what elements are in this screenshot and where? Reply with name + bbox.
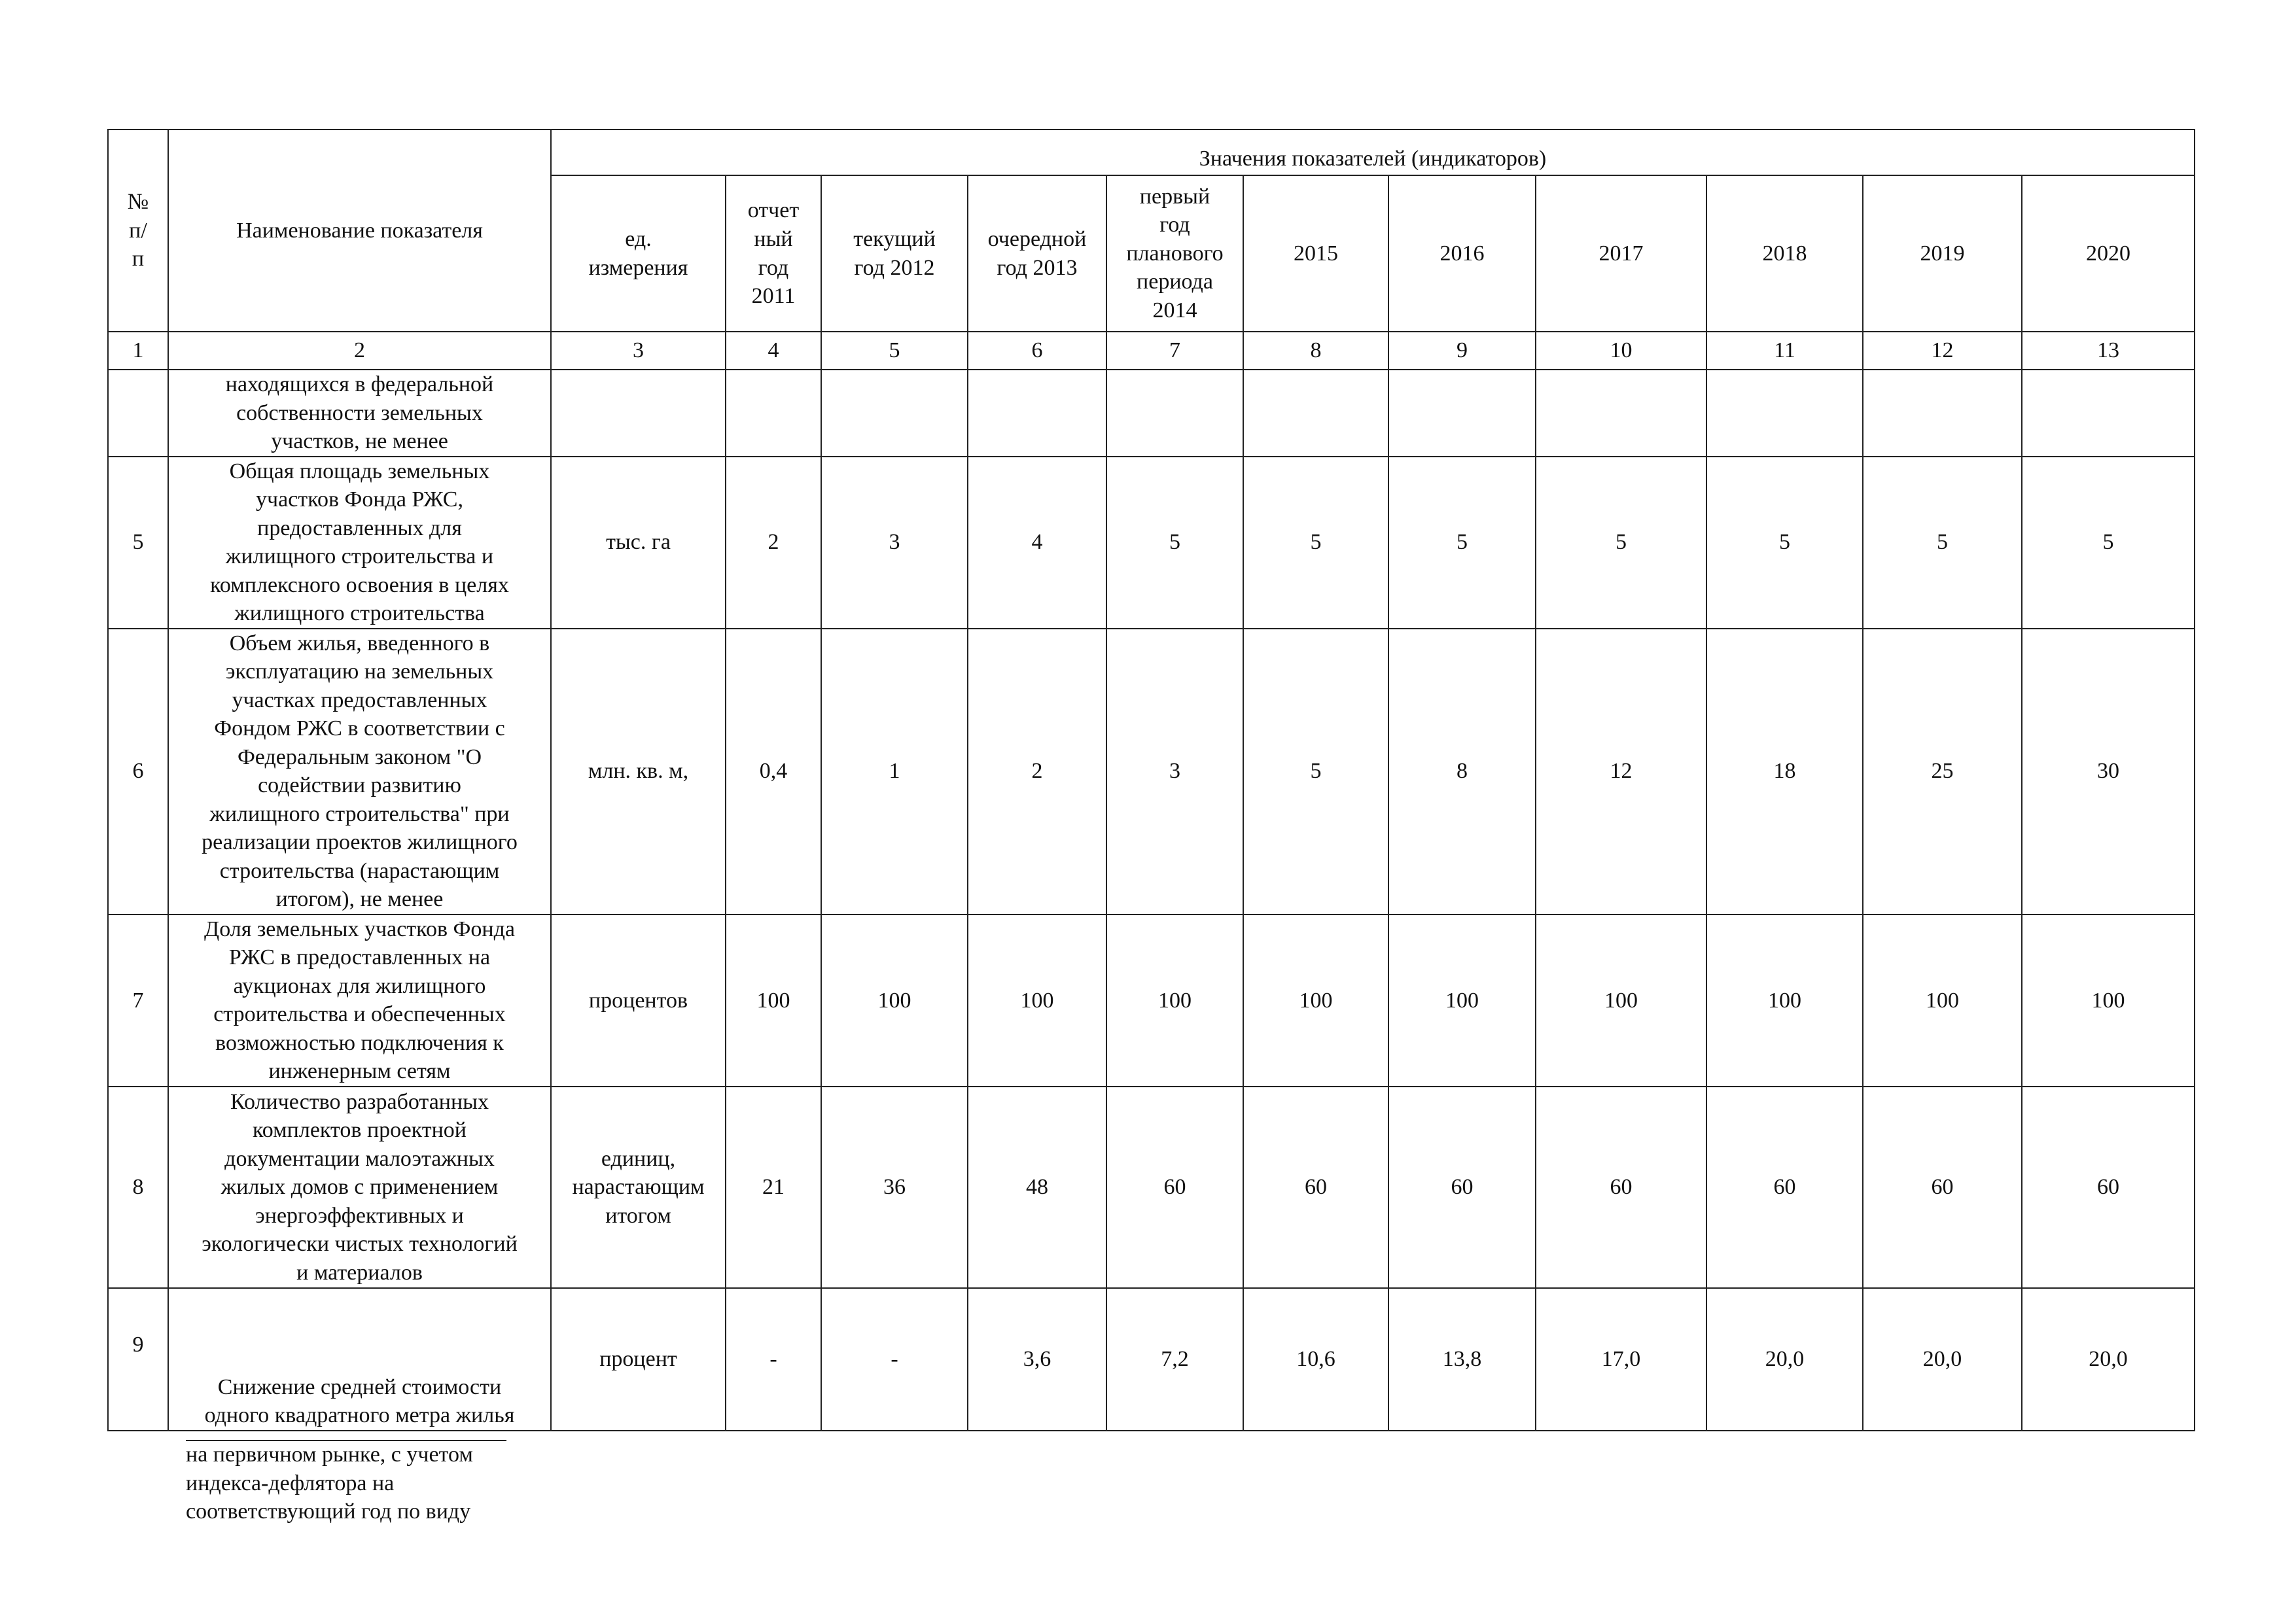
value-cell: 48 [968, 1087, 1106, 1288]
value-cell: 20,0 [1863, 1288, 2022, 1431]
header-col-9: 2019 [1863, 175, 2022, 332]
column-number-cell: 3 [551, 332, 726, 370]
value-cell: 12 [1536, 629, 1706, 915]
value-cell: 17,0 [1536, 1288, 1706, 1431]
value-cell: 60 [1706, 1087, 1863, 1288]
unit-cell: млн. кв. м, [551, 629, 726, 915]
header-col-6: 2016 [1388, 175, 1536, 332]
column-number-cell: 9 [1388, 332, 1536, 370]
value-cell: 30 [2022, 629, 2195, 915]
value-cell: 100 [2022, 915, 2195, 1087]
value-cell: 18 [1706, 629, 1863, 915]
column-number-cell: 7 [1106, 332, 1243, 370]
header-col-5: 2015 [1243, 175, 1388, 332]
value-cell: 100 [1536, 915, 1706, 1087]
column-number-cell: 11 [1706, 332, 1863, 370]
indicator-name: Общая площадь земельных участков Фонда РЖС, предоставленных для жилищного строительства и комплексного освоения в целях жилищного строительства [168, 457, 551, 629]
value-cell: 100 [1106, 915, 1243, 1087]
value-cell [1106, 370, 1243, 457]
value-cell: 60 [1388, 1087, 1536, 1288]
row-number: 9 [108, 1288, 168, 1431]
indicator-name: Снижение средней стоимости одного квадратного метра жилья [168, 1288, 551, 1431]
value-cell: 3 [821, 457, 968, 629]
table-row [108, 1288, 2195, 1431]
value-cell: 21 [726, 1087, 821, 1288]
indicators-table [107, 129, 2195, 1431]
value-cell [968, 370, 1106, 457]
value-cell: - [821, 1288, 968, 1431]
value-cell: 5 [2022, 457, 2195, 629]
value-cell: 60 [1863, 1087, 2022, 1288]
value-cell: 100 [1243, 915, 1388, 1087]
header-col-8: 2018 [1706, 175, 1863, 332]
indicator-name: Объем жилья, введенного в эксплуатацию на земельных участках предоставленных Фондом РЖС в соответствии с Федеральным законом "О содействии развитию жилищного строительства" при реализации проектов жилищного строительства (нарастающим итогом), не менее [168, 629, 551, 915]
value-cell: 5 [1243, 629, 1388, 915]
unit-cell: единиц, нарастающим итогом [551, 1087, 726, 1288]
value-cell: 13,8 [1388, 1288, 1536, 1431]
value-cell: 5 [1863, 457, 2022, 629]
value-cell: - [726, 1288, 821, 1431]
value-cell: 100 [726, 915, 821, 1087]
value-cell: 5 [1243, 457, 1388, 629]
indicator-name: Количество разработанных комплектов проектной документации малоэтажных жилых домов с применением энергоэффективных и экологически чистых технологий и материалов [168, 1087, 551, 1288]
column-number-cell: 10 [1536, 332, 1706, 370]
value-cell: 100 [1706, 915, 1863, 1087]
value-cell [821, 370, 968, 457]
row-number: 8 [108, 1087, 168, 1288]
column-number-cell: 5 [821, 332, 968, 370]
row-number: 5 [108, 457, 168, 629]
row-number: 6 [108, 629, 168, 915]
column-number-cell: 4 [726, 332, 821, 370]
value-cell: 0,4 [726, 629, 821, 915]
value-cell: 8 [1388, 629, 1536, 915]
value-cell: 2 [968, 629, 1106, 915]
header-col-1: отчет ный год 2011 [726, 175, 821, 332]
value-cell: 60 [1106, 1087, 1243, 1288]
value-cell [2022, 370, 2195, 457]
table-row [108, 915, 2195, 1087]
header-col-4: первый год планового периода 2014 [1106, 175, 1243, 332]
value-cell: 25 [1863, 629, 2022, 915]
unit-cell: тыс. га [551, 457, 726, 629]
column-number-cell: 13 [2022, 332, 2195, 370]
value-cell: 10,6 [1243, 1288, 1388, 1431]
value-cell: 1 [821, 629, 968, 915]
column-numbers-row [108, 332, 2195, 370]
table-row [108, 1087, 2195, 1288]
value-cell: 60 [1536, 1087, 1706, 1288]
value-cell [1863, 370, 2022, 457]
column-number-cell: 1 [108, 332, 168, 370]
column-number-cell: 8 [1243, 332, 1388, 370]
unit-cell: процент [551, 1288, 726, 1431]
overflow-text: на первичном рынке, с учетом индекса-дефлятора на соответствующий год по виду [186, 1442, 473, 1524]
value-cell: 7,2 [1106, 1288, 1243, 1431]
header-num: № п/ п [108, 130, 168, 332]
table-row [108, 370, 2195, 457]
header-col-10: 2020 [2022, 175, 2195, 332]
unit-cell: процентов [551, 915, 726, 1087]
value-cell: 5 [1706, 457, 1863, 629]
value-cell: 5 [1388, 457, 1536, 629]
column-number-cell: 12 [1863, 332, 2022, 370]
header-col-2: текущий год 2012 [821, 175, 968, 332]
header-col-0: ед. измерения [551, 175, 726, 332]
value-cell: 2 [726, 457, 821, 629]
value-cell: 100 [821, 915, 968, 1087]
value-cell: 60 [1243, 1087, 1388, 1288]
table-row [108, 629, 2195, 915]
value-cell: 3 [1106, 629, 1243, 915]
value-cell: 60 [2022, 1087, 2195, 1288]
row-number [108, 370, 168, 457]
column-number-cell: 2 [168, 332, 551, 370]
value-cell: 100 [968, 915, 1106, 1087]
value-cell: 5 [1106, 457, 1243, 629]
value-cell: 36 [821, 1087, 968, 1288]
table-row [108, 457, 2195, 629]
value-cell: 5 [1536, 457, 1706, 629]
header-name: Наименование показателя [168, 130, 551, 332]
value-cell [1706, 370, 1863, 457]
header-col-7: 2017 [1536, 175, 1706, 332]
value-cell: 100 [1388, 915, 1536, 1087]
value-cell: 3,6 [968, 1288, 1106, 1431]
value-cell: 100 [1863, 915, 2022, 1087]
header-row-top [108, 130, 2195, 175]
header-group: Значения показателей (индикаторов) [551, 130, 2195, 175]
value-cell [1536, 370, 1706, 457]
row-number: 7 [108, 915, 168, 1087]
column-number-cell: 6 [968, 332, 1106, 370]
value-cell: 4 [968, 457, 1106, 629]
value-cell: 20,0 [2022, 1288, 2195, 1431]
header-col-3: очередной год 2013 [968, 175, 1106, 332]
value-cell: 20,0 [1706, 1288, 1863, 1431]
indicator-name: находящихся в федеральной собственности земельных участков, не менее [168, 370, 551, 457]
unit-cell [551, 370, 726, 457]
value-cell [726, 370, 821, 457]
value-cell [1243, 370, 1388, 457]
value-cell [1388, 370, 1536, 457]
indicator-name: Доля земельных участков Фонда РЖС в предоставленных на аукционах для жилищного строительства и обеспеченных возможностью подключения к инженерным сетям [168, 915, 551, 1087]
